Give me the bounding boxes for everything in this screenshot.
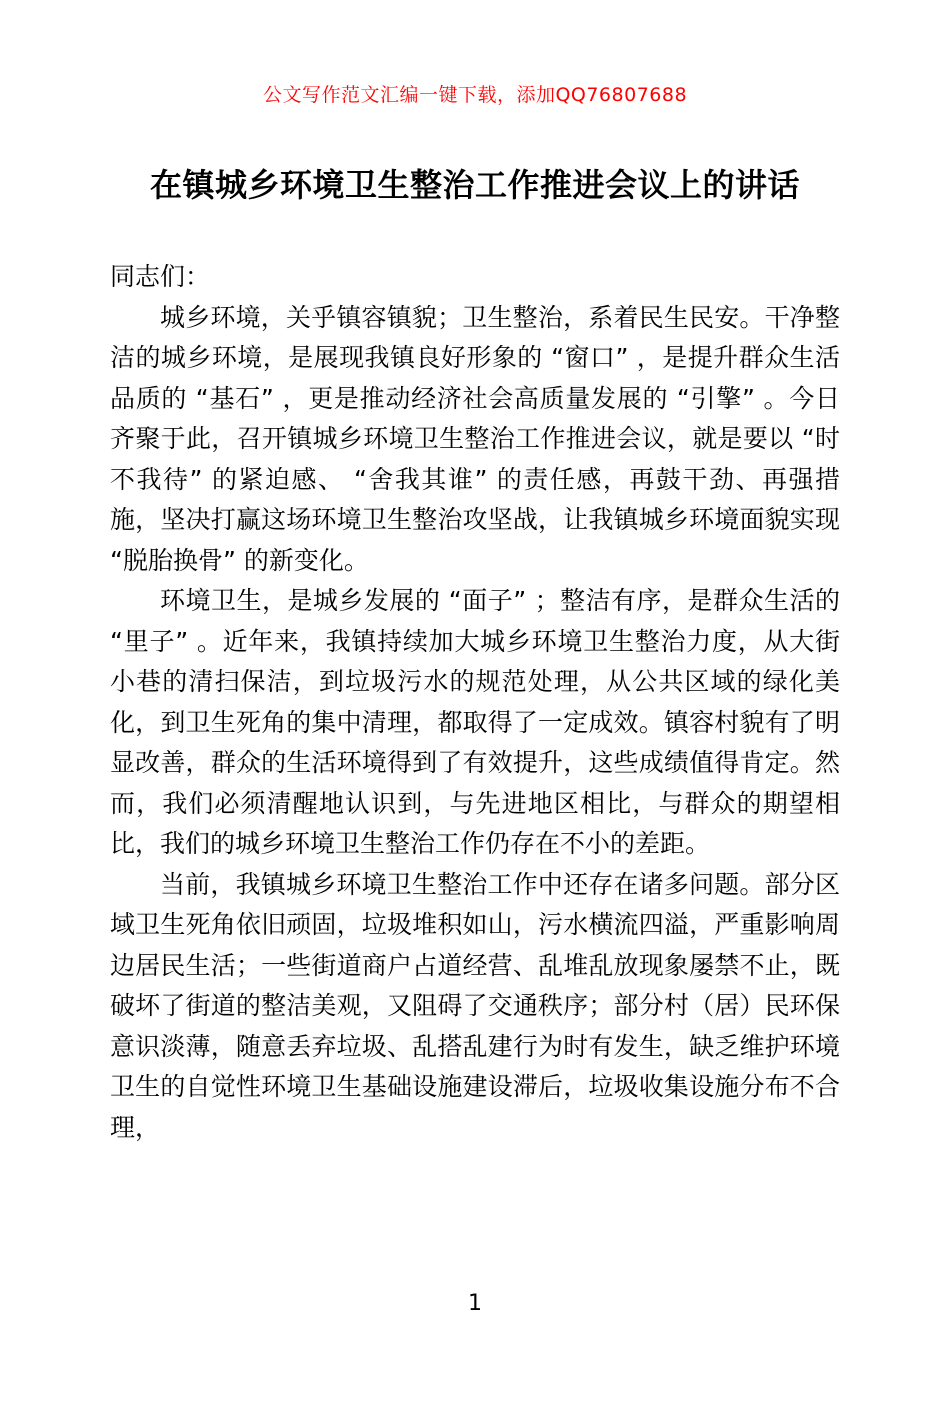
paragraph-salutation: 同志们：	[110, 262, 211, 291]
paragraph-3: 当前，我镇城乡环境卫生整治工作中还存在诸多问题。部分区域卫生死角依旧顽固，垃圾堆积如山，污水横流四溢，严重影响周边居民生活；一些街道商户占道经营、乱堆乱放现象屡禁不止，既破坏了街道的整洁美观，又阻碍了交通秩序；部分村（居）民环保意识淡薄，随意丢弃垃圾、乱搭乱建行为时有发生，缺乏维护环境卫生的自觉性环境卫生基础设施建设滞后，垃圾收集设施分布不合理，	[110, 869, 840, 1142]
document-page	[0, 80, 950, 1424]
page-title: 在镇城乡环境卫生整治工作推进会议上的讲话	[149, 166, 800, 204]
watermark-text: 公文写作范文汇编一键下载，添加QQ76807688	[262, 84, 688, 106]
paragraph-1: 城乡环境，关乎镇容镇貌；卫生整治，系着民生民安。干净整洁的城乡环境，是展现我镇良好形象的 “窗口” ，是提升群众生活品质的 “基石” ，更是推动经济社会高质量发展的 “引擎” 。今日齐聚于此，召开镇城乡环境卫生整治工作推进会议，就是要以 “时不我待” 的紧迫感、 “舍我其谁” 的责任感，再鼓干劲、再强措施，坚决打赢这场环境卫生整治攻坚战，让我镇城乡环境面貌实现 “脱胎换骨” 的新变化。	[110, 302, 840, 575]
page-number: 1	[468, 1291, 482, 1316]
document-body	[110, 257, 840, 1148]
paragraph-2: 环境卫生，是城乡发展的 “面子” ；整洁有序，是群众生活的 “里子” 。近年来，我镇持续加大城乡环境卫生整治力度，从大街小巷的清扫保洁，到垃圾污水的规范处理，从公共区域的绿化美化，到卫生死角的集中清理，都取得了一定成效。镇容村貌有了明显改善，群众的生活环境得到了有效提升，这些成绩值得肯定。然而，我们必须清醒地认识到，与先进地区相比，与群众的期望相比，我们的城乡环境卫生整治工作仍存在不小的差距。	[110, 586, 840, 858]
